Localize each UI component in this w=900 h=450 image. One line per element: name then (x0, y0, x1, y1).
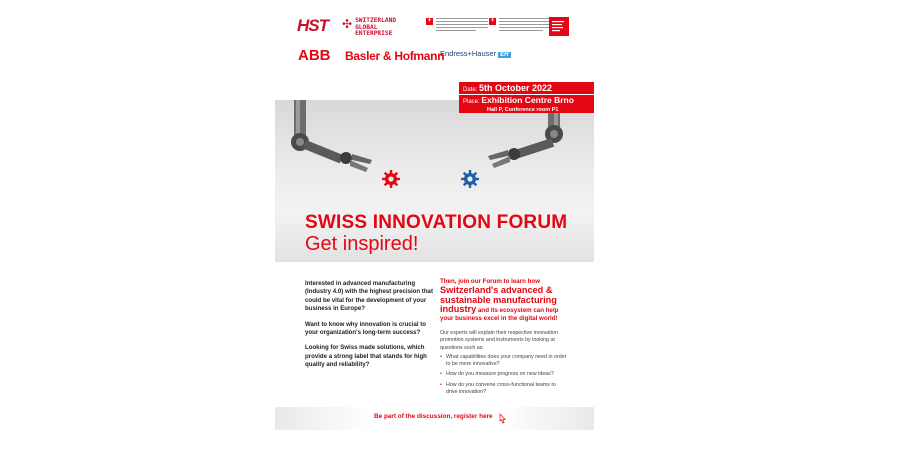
abb-logo: ABB (298, 47, 331, 64)
basler-hofmann-logo: Basler & Hofmann (345, 49, 445, 63)
red-logo-mark (550, 18, 568, 35)
list-item: • How do you measure progress on new ideas? (440, 371, 568, 378)
date-value: 5th October 2022 (479, 83, 553, 93)
gear-icon (382, 170, 400, 188)
sge-line-1: SWITZERLAND (355, 17, 397, 24)
forum-subtitle: Get inspired! (305, 233, 419, 255)
question-2: Want to know why innovation is crucial to your organization's long-term success? (305, 320, 426, 337)
gear-icon (461, 170, 479, 188)
endress-hauser-text: Endress+Hauser (440, 49, 497, 58)
question-list (440, 354, 568, 396)
lead-intro: Then, join our Forum to learn how (440, 278, 541, 285)
lead-highlight: Switzerland's advanced & sustainable manufacturing industry (440, 284, 557, 315)
list-item: • How do you convene cross-functional teams to drive innovation? (440, 382, 568, 397)
question-1: Interested in advanced manufacturing (Industry 4.0) with the highest precision that could be vital for the development of your business in Europe? (305, 280, 433, 313)
hero-banner (275, 100, 594, 262)
flyer-page (275, 0, 594, 450)
list-item: • What capabilities does your company need in order to be more innovative? (440, 354, 568, 369)
event-date (459, 82, 594, 94)
lead-paragraph (440, 278, 568, 323)
swiss-innovation-red-logo (549, 17, 569, 36)
event-place (459, 95, 594, 113)
endress-hauser-logo (440, 49, 511, 62)
question-3: Looking for Swiss made solutions, which provide a strong label that stands for high quality and reliability? (305, 344, 427, 369)
hst-logo-text: HST (297, 16, 328, 35)
date-label: Date: (463, 87, 478, 93)
swiss-cross-icon: ✣ (342, 17, 353, 31)
forum-details (440, 278, 568, 399)
intro-questions (305, 280, 435, 377)
switzerland-global-enterprise-logo (342, 18, 396, 38)
sge-line-2: GLOBAL (355, 23, 378, 31)
swiss-flag-icon: + (490, 18, 495, 24)
place-label: Place: (463, 99, 480, 105)
swiss-flag-icon: + (427, 18, 432, 24)
forum-title: SWISS INNOVATION FORUM (305, 212, 568, 233)
place-sub: Hall P, Conference room P1 (487, 107, 559, 113)
lead-outro: and its ecosystem can help your business excel in the digital world! (440, 307, 559, 323)
place-value: Exhibition Centre Brno (481, 95, 574, 105)
hst-logo (297, 16, 328, 39)
experts-text: Our experts will explain their respective innovation promotion systems and instruments by looking at questions such as: (440, 329, 558, 351)
swiss-confederation-logo-1 (426, 18, 488, 33)
cta-bar (275, 407, 594, 430)
register-link[interactable]: Be part of the discussion, register here (374, 413, 493, 420)
right-robot-arm-image (470, 100, 590, 195)
sge-line-3: ENTERPRISE (355, 30, 393, 37)
cursor-icon (497, 413, 507, 425)
swiss-confederation-logo-2 (489, 18, 551, 33)
event-info-box (459, 82, 594, 113)
endress-hauser-badge: EH (500, 52, 509, 58)
